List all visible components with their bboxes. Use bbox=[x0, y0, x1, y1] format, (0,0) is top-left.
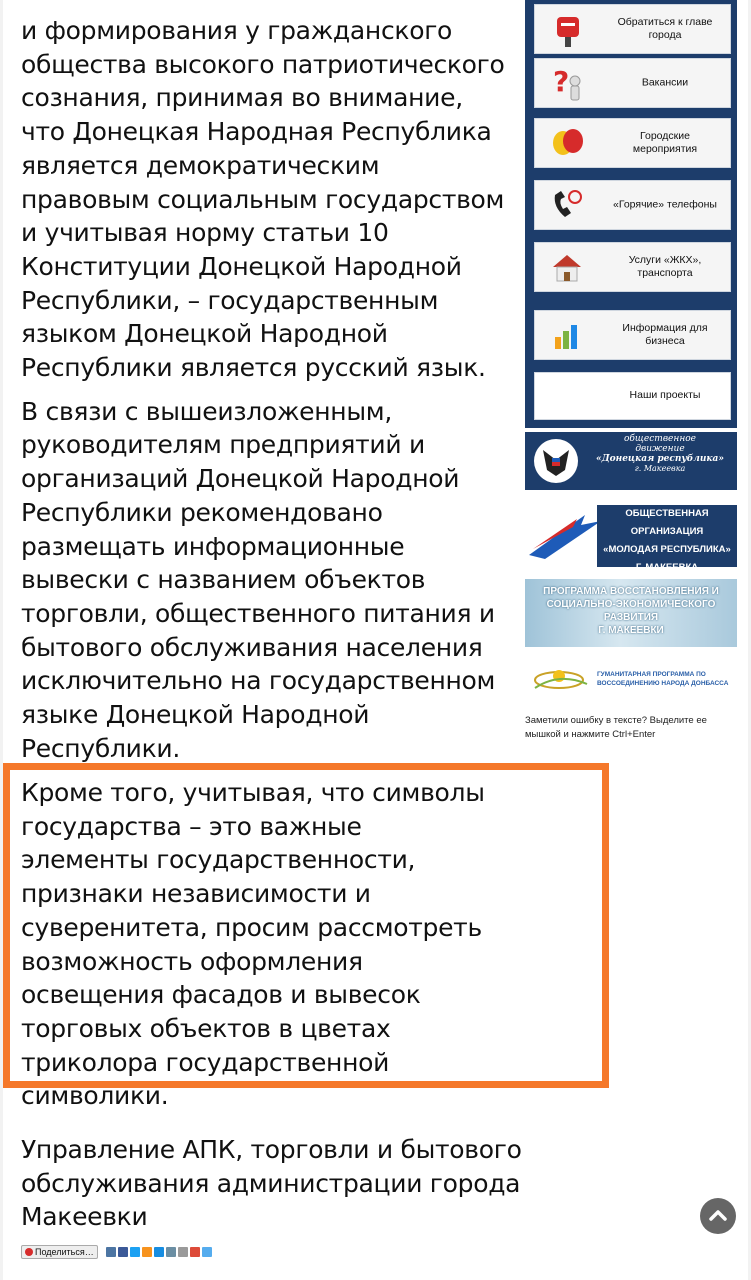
vk-icon[interactable] bbox=[106, 1247, 116, 1257]
error-report-note: Заметили ошибку в тексте? Выделите ее мышкой и нажмите Ctrl+Enter bbox=[525, 715, 707, 740]
googleplus-icon[interactable] bbox=[190, 1247, 200, 1257]
article-body bbox=[21, 14, 511, 765]
odnoklassniki-icon[interactable] bbox=[142, 1247, 152, 1257]
twitter-icon[interactable] bbox=[130, 1247, 140, 1257]
article-paragraph-1: и формирования у гражданского общества высокого патриотического сознания, принимая во внимание, что Донецкая Народная Республика является демократическим правовым социальным государством и учитывая норму статьи 10 Конституции Донецкой Народной Республики, – государственным языком Донецкой Народной Республики является русский язык. bbox=[21, 16, 505, 383]
sidebar-item-business[interactable] bbox=[534, 310, 731, 360]
share-icon bbox=[25, 1248, 33, 1256]
sidebar-item-hotlines[interactable] bbox=[534, 180, 731, 230]
young-republic-logo-icon bbox=[525, 505, 605, 567]
chevron-up-icon bbox=[700, 1198, 736, 1234]
banner-text bbox=[597, 505, 737, 573]
sidebar-item-label: Обратиться к главе города bbox=[617, 16, 713, 41]
banner-donetsk-republic[interactable] bbox=[525, 432, 737, 490]
banner-line: Г. МАКЕЕВКИ bbox=[598, 625, 664, 636]
banner-young-republic[interactable] bbox=[525, 505, 737, 573]
banner-line: ОБЩЕСТВЕННАЯ ОРГАНИЗАЦИЯ bbox=[625, 508, 709, 537]
banner-line: СОЦИАЛЬНО-ЭКОНОМИЧЕСКОГО bbox=[546, 599, 716, 610]
sidebar-item-utilities[interactable] bbox=[534, 242, 731, 292]
banner-line: ВОССОЕДИНЕНИЮ НАРОДА ДОНБАССА bbox=[597, 680, 729, 687]
sidebar-item-label: Наши проекты bbox=[629, 389, 701, 401]
house-icon bbox=[547, 247, 587, 287]
emblem-icon bbox=[531, 436, 581, 486]
facebook-icon[interactable] bbox=[118, 1247, 128, 1257]
page bbox=[3, 0, 748, 1280]
article-signature: Управление АПК, торговли и бытового обслуживания администрации города Макеевки bbox=[21, 1135, 522, 1232]
banner-line: ПРОГРАММА ВОССТАНОВЛЕНИЯ И bbox=[543, 586, 719, 597]
sidebar-item-vacancies[interactable] bbox=[534, 58, 731, 108]
banner-line: «Донецкая республика» bbox=[596, 454, 724, 464]
sidebar-item-events[interactable] bbox=[534, 118, 731, 168]
sidebar-item-label: Информация для бизнеса bbox=[622, 322, 708, 347]
sidebar-item-projects[interactable] bbox=[534, 372, 731, 420]
theatre-masks-icon bbox=[547, 123, 587, 163]
banner-line: Г. МАКЕЕВКА bbox=[635, 562, 699, 573]
share-button-label: Поделиться… bbox=[35, 1247, 94, 1257]
scroll-top-button[interactable] bbox=[700, 1198, 736, 1234]
banner-text bbox=[597, 670, 737, 688]
share-button[interactable] bbox=[21, 1245, 98, 1259]
article-paragraph-2: В связи с вышеизложенным, руководителям предприятий и организаций Донецкой Народной Республики рекомендовано размещать информационные вывески с названием объектов торговли, общественного питания и бытового обслуживания населения исключительно на государственном языке Донецкой Народной Республики. bbox=[21, 396, 496, 763]
sidebar-item-label: «Горячие» телефоны bbox=[613, 198, 717, 211]
banner-line: «МОЛОДАЯ РЕСПУБЛИКА» bbox=[603, 544, 731, 555]
livejournal-icon[interactable] bbox=[166, 1247, 176, 1257]
banner-line: г. Макеевка bbox=[634, 464, 686, 473]
sidebar-item-label: Городские мероприятия bbox=[632, 130, 698, 155]
banner-line: ГУМАНИТАРНАЯ ПРОГРАММА ПО bbox=[597, 671, 706, 678]
mailru-icon[interactable] bbox=[154, 1247, 164, 1257]
banner-text bbox=[525, 585, 737, 637]
humanitarian-logo-icon bbox=[529, 662, 593, 698]
svg-text:?: ? bbox=[553, 65, 570, 98]
banner-text bbox=[585, 434, 735, 474]
banner-line: движение bbox=[635, 444, 685, 454]
mailbox-icon bbox=[547, 9, 587, 49]
highlighted-paragraph-container bbox=[21, 776, 491, 1113]
banner-line: РАЗВИТИЯ bbox=[603, 612, 659, 623]
article-paragraph-3: Кроме того, учитывая, что символы государства – это важные элементы государственности, признаки независимости и суверенитета, просим рассмотреть возможность оформления освещения фасадов и вывесок торговых объектов в цветах триколора государственной символики. bbox=[21, 778, 485, 1111]
bookmark-icon[interactable] bbox=[178, 1247, 188, 1257]
share-bar bbox=[21, 1245, 212, 1259]
phone-icon bbox=[547, 185, 587, 225]
sidebar-item-appeal[interactable] bbox=[534, 4, 731, 54]
banner-humanitarian-program[interactable] bbox=[525, 656, 737, 704]
sidebar-nav bbox=[525, 0, 737, 428]
banner-line: общественное bbox=[624, 434, 696, 444]
question-person-icon bbox=[547, 63, 587, 103]
sidebar-item-label: Вакансии bbox=[641, 76, 689, 89]
business-chart-icon bbox=[547, 315, 587, 355]
banner-restoration-program[interactable] bbox=[525, 579, 737, 647]
sidebar-item-label: Услуги «ЖКХ», транспорта bbox=[628, 254, 702, 279]
twitter-bird-icon[interactable] bbox=[202, 1247, 212, 1257]
